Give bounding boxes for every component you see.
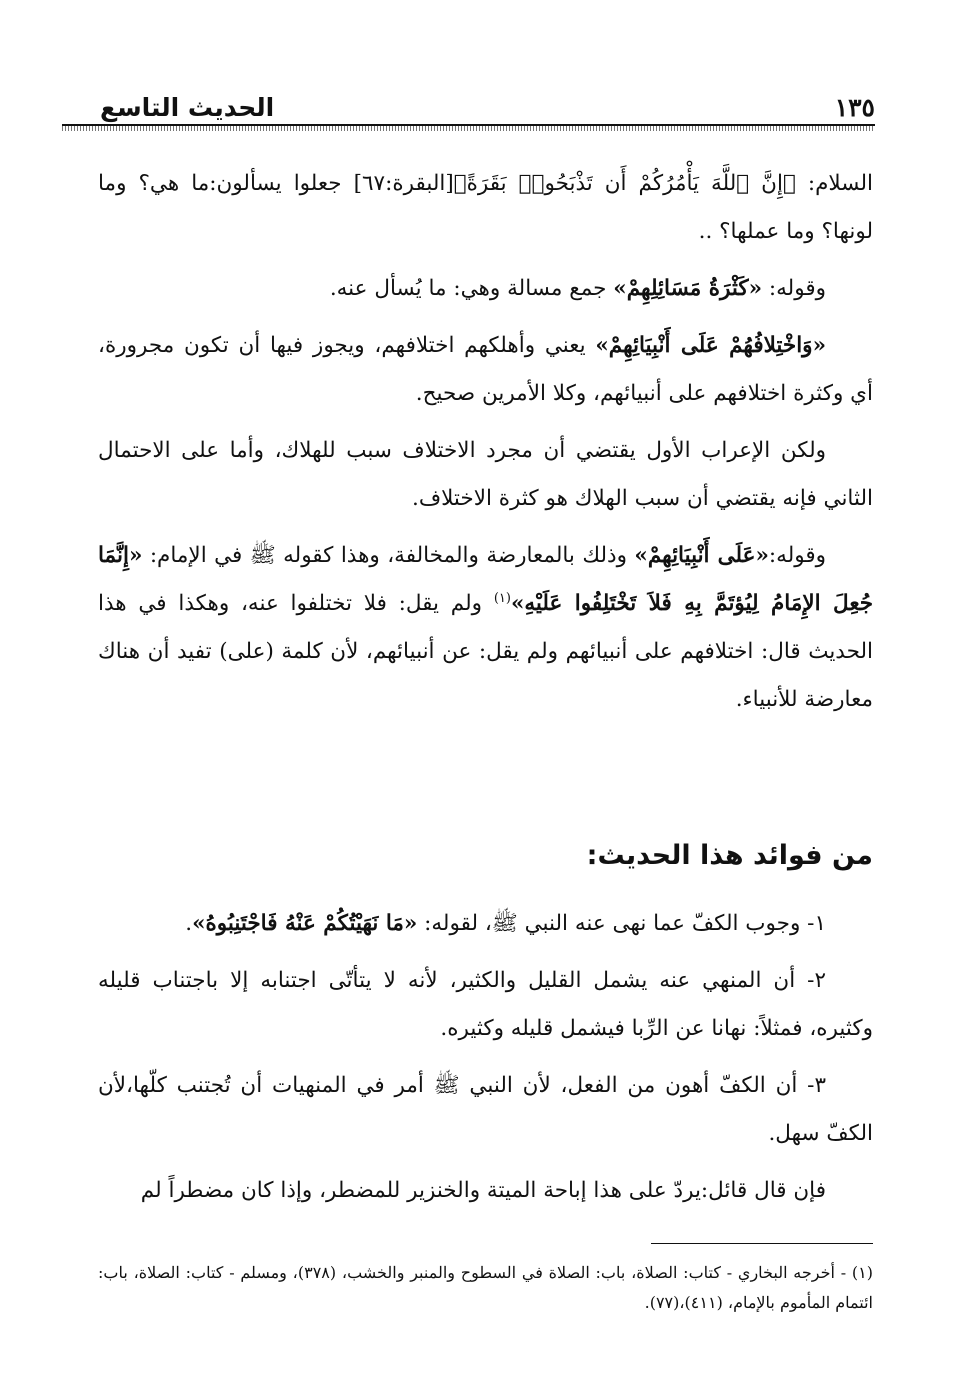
hadith-quote: «عَلَى أَنْبِيَائِهِمْ» bbox=[634, 543, 769, 568]
footnote-marker: (١) bbox=[493, 590, 511, 606]
page-number: ١٣٥ bbox=[834, 93, 875, 122]
benefits-list bbox=[98, 900, 873, 1224]
quran-verse: ﴿إِنَّ ٱللَّهَ يَأْمُرُكُمْ أَن تَذْبَحُوا۟ بَقَرَةً﴾ bbox=[453, 171, 796, 196]
list-item: ٢- أن المنهي عنه يشمل القليل والكثير، لأنه لا يتأتّى اجتنابه إلا باجتناب قليله وكثيره، فمثلاً: نهانا عن الرِّبا فيشمل قليله وكثيره. bbox=[98, 968, 873, 1041]
hadith-quote: «وَاخْتِلافُهُمْ عَلَى أَنْبِيَائِهِمْ» bbox=[595, 333, 827, 358]
list-item: ١- وجوب الكفّ عما نهى عنه النبي ﷺ، لقوله: «مَا نَهَيْتُكُمْ عَنْهُ فَاجْتَنِبُوهُ». bbox=[185, 911, 826, 936]
section-heading: من فوائد هذا الحديث: bbox=[586, 840, 873, 871]
footnote-divider bbox=[651, 1243, 873, 1244]
paragraph: «وَاخْتِلافُهُمْ عَلَى أَنْبِيَائِهِمْ» يعني وأهلكهم اختلافهم، ويجوز فيها أن تكون مجرورة، أي وكثرة اختلافهم على أنبيائهم، وكلا الأمرين صحيح. bbox=[98, 333, 873, 406]
chapter-title: الحديث التاسع bbox=[100, 93, 275, 122]
paragraph: وقوله: «كَثْرَةُ مَسَائِلِهِمْ» جمع مسالة وهي: ما يُسأل عنه. bbox=[329, 276, 826, 301]
hadith-quote: «إِنَّمَا جُعِلَ الإِمَامُ لِيُؤتَمَّ بِهِ فَلاَ تَخْتَلِفُوا عَلَيْهِ» bbox=[98, 543, 873, 616]
header-divider bbox=[62, 124, 875, 131]
paragraph: ولكن الإعراب الأول يقتضي أن مجرد الاختلاف سبب للهلاك، وأما على الاحتمال الثاني فإنه يقتضي أن سبب الهلاك هو كثرة الاختلاف. bbox=[98, 438, 873, 511]
hadith-quote: «مَا نَهَيْتُكُمْ عَنْهُ فَاجْتَنِبُوهُ» bbox=[192, 911, 418, 936]
footnote: (١) - أخرجه البخاري - كتاب: الصلاة، باب: الصلاة في السطوح والمنبر والخشب، (٣٧٨)، ومسلم - كتاب: الصلاة، باب: ائتمام المأموم بالإمام، (٤١١)،(٧٧). bbox=[98, 1263, 873, 1312]
paragraph: فإن قال قائل:يردّ على هذا إباحة الميتة والخنزير للمضطر، وإذا كان مضطراً لم bbox=[140, 1178, 826, 1203]
hadith-quote: «كَثْرَةُ مَسَائِلِهِمْ» bbox=[613, 276, 763, 301]
commentary-text bbox=[98, 160, 873, 733]
list-item: ٣- أن الكفّ أهون من الفعل، لأن النبي ﷺ أمر في المنهيات أن تُجتنب كلّها،لأن الكفّ سهل. bbox=[98, 1073, 873, 1146]
running-head bbox=[100, 82, 875, 122]
paragraph: وقوله:«عَلَى أَنْبِيَائِهِمْ» وذلك بالمعارضة والمخالفة، وهذا كقوله ﷺ في الإمام: «إِنَّمَا جُعِلَ الإِمَامُ لِيُؤتَمَّ بِهِ فَلاَ تَخْتَلِفُوا عَلَيْهِ»$^{(١)}$ ولم يقل: فلا تختلفوا عنه، وهكذا في هذا الحديث قال: اختلافهم على أنبيائهم ولم يقل: عن أنبيائهم، لأن كلمة (على) تفيد أن هناك معارضة للأنبياء. bbox=[98, 543, 873, 712]
paragraph: السلام: ﴿إِنَّ ٱللَّهَ يَأْمُرُكُمْ أَن تَذْبَحُوا۟ بَقَرَةً﴾[البقرة:٦٧] جعلوا يسألون:ما هي؟ وما لونها؟ وما عملها؟ .. bbox=[98, 171, 873, 244]
